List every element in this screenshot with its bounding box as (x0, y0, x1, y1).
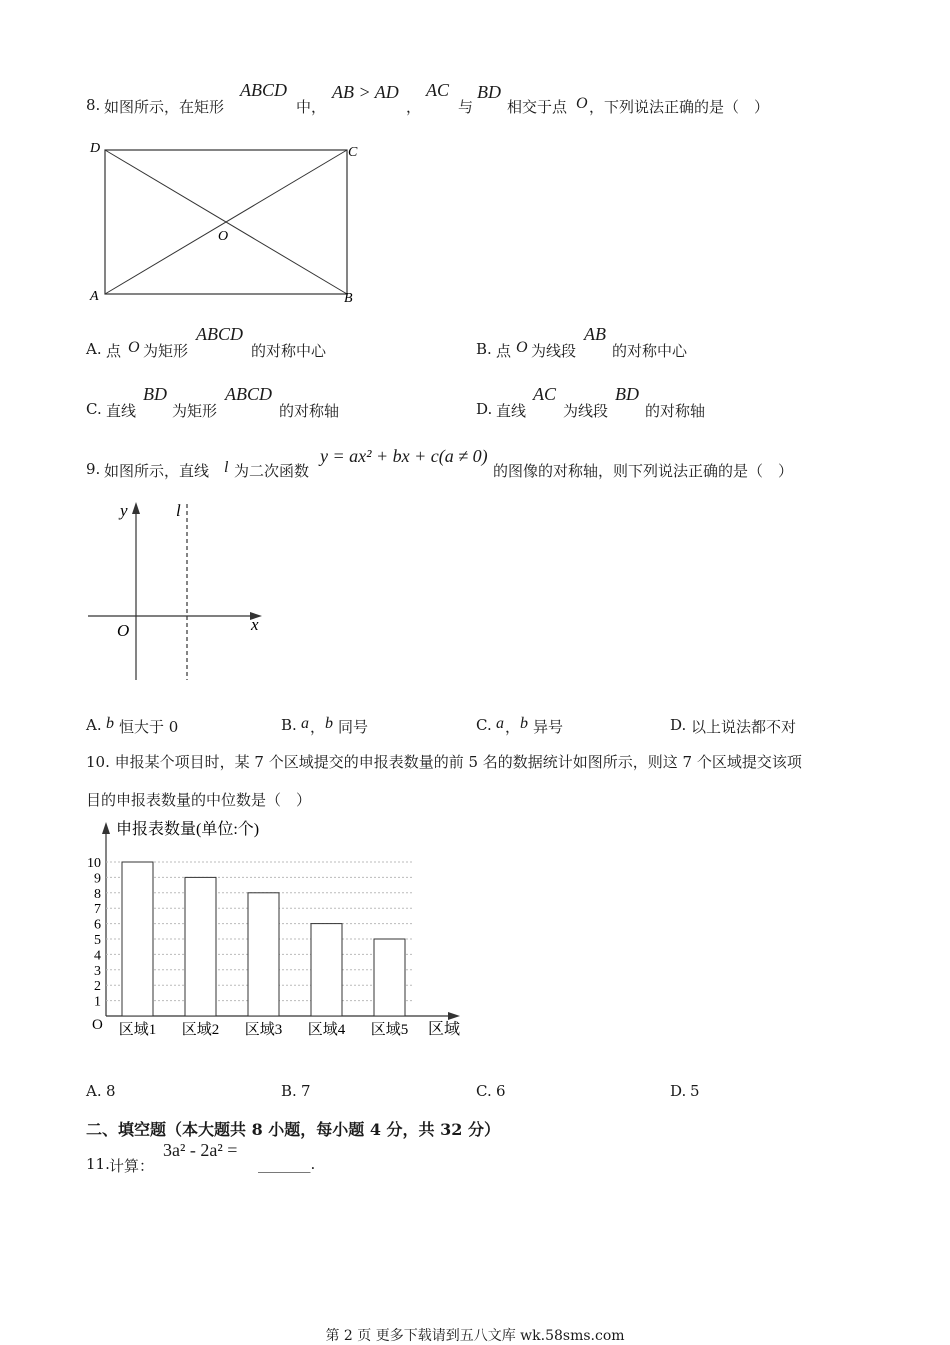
q9-opt-b-label: B. (281, 716, 297, 734)
q10-opt-d-text: 5 (690, 1082, 700, 1100)
q8-text-2: ， (406, 98, 422, 116)
q8-opt-c-p1: 直线 (106, 402, 137, 420)
chart-origin-label: O (92, 1017, 103, 1033)
q10-opt-d-label: D. (670, 1082, 687, 1100)
q9-opt-c-sep: ， (505, 718, 521, 736)
q8-opt-d-p3: 的对称轴 (645, 402, 706, 420)
label-l: l (176, 501, 181, 520)
q8-text-1: 中， (296, 98, 327, 116)
q8-opt-b-math: AB (584, 324, 606, 344)
q10-opt-a-label: A. (86, 1082, 102, 1100)
chart-y-tick-label: 2 (94, 979, 101, 995)
q8-opt-d-math1: AC (533, 384, 557, 404)
chart-y-tick-label: 8 (94, 886, 101, 902)
q9-number: 9. (86, 460, 101, 478)
q9-opt-b-a: a (301, 715, 309, 732)
q9-opt-a-b: b (106, 715, 114, 732)
q8-opt-b-p3: 的对称中心 (612, 342, 688, 360)
q9-text-pre: 如图所示，直线 (104, 462, 210, 480)
q9-opt-a-label: A. (86, 716, 102, 734)
q8-point-o: O (576, 95, 588, 112)
q8-text-4: 相交于点 (507, 98, 568, 116)
q8-opt-b-p2: 为线段 (531, 342, 577, 360)
q10-opt-b-label: B. (281, 1082, 297, 1100)
q8-opt-a-label: A. (86, 340, 102, 358)
chart-bar (122, 862, 153, 1016)
q8-opt-c-label: C. (86, 400, 102, 418)
q9-opt-d-text: 以上说法都不对 (691, 718, 797, 736)
q8-opt-a-p1: 点 (106, 342, 122, 360)
chart-bar (248, 893, 279, 1016)
q9-opt-c-text: 异号 (533, 718, 564, 736)
label-y: y (120, 501, 128, 520)
bar-chart (84, 814, 474, 1044)
q8-math-ab-ad: AB > AD (332, 82, 399, 102)
q9-text-2: 的图像的对称轴，则下列说法正确的是（ ） (493, 462, 794, 480)
chart-x-axis-arrow-icon (448, 1012, 460, 1020)
q8-math-abcd: ABCD (240, 80, 287, 100)
q8-opt-b-p1: 点 (496, 342, 512, 360)
q8-opt-a-p2: 为矩形 (143, 342, 189, 360)
label-o: O (218, 229, 229, 244)
chart-x-tick-label: 区域3 (244, 1022, 283, 1038)
q11-formula: 3a² - 2a² = (163, 1140, 238, 1160)
chart-y-tick-label: 10 (87, 856, 101, 871)
q10-opt-a-text: 8 (106, 1082, 116, 1100)
label-b: B (344, 291, 353, 306)
label-d: D (90, 141, 101, 156)
q8-opt-d-p2: 为线段 (563, 402, 609, 420)
rectangle-figure (86, 136, 366, 308)
q9-opt-c-a: a (496, 715, 504, 732)
q8-number: 8. (86, 96, 101, 114)
q9-opt-d-label: D. (670, 716, 687, 734)
q8-text-pre: 如图所示，在矩形 (104, 98, 225, 116)
q8-opt-d-label: D. (476, 400, 493, 418)
q8-opt-d-math2: BD (615, 384, 639, 404)
label-x: x (251, 615, 259, 634)
q8-opt-c-math2: ABCD (225, 384, 272, 404)
q11-text-pre: 计算： (109, 1157, 155, 1175)
q8-opt-b-label: B. (476, 340, 492, 358)
chart-y-axis-arrow-icon (102, 822, 110, 834)
label-a: A (90, 289, 99, 304)
q9-opt-b-b: b (325, 715, 333, 732)
chart-y-tick-label: 4 (94, 948, 101, 964)
chart-y-tick-label: 5 (94, 933, 101, 948)
chart-bar (374, 939, 405, 1016)
chart-x-tick-label: 区域5 (370, 1022, 409, 1038)
q8-opt-c-p2: 为矩形 (172, 402, 218, 420)
q8-math-ac: AC (426, 80, 450, 100)
q9-text-1: 为二次函数 (234, 462, 310, 480)
chart-x-axis-label: 区域 (428, 1021, 461, 1038)
q10-opt-c-text: 6 (496, 1082, 506, 1100)
q9-opt-c-label: C. (476, 716, 492, 734)
chart-bar (185, 877, 216, 1016)
chart-x-tick-label: 区域2 (181, 1022, 220, 1038)
label-origin: O (117, 621, 130, 640)
chart-title: 申报表数量(单位:个) (116, 821, 260, 838)
q10-line2: 目的申报表数量的中位数是（ ） (86, 791, 312, 809)
y-axis-arrow-icon (132, 502, 140, 514)
q11-number: 11. (86, 1155, 110, 1173)
q9-opt-b-sep: ， (310, 718, 326, 736)
section-2-heading: 二、填空题（本大题共 8 小题，每小题 4 分，共 32 分） (86, 1120, 500, 1139)
q9-opt-c-b: b (520, 715, 528, 732)
q8-opt-d-p1: 直线 (496, 402, 527, 420)
axis-figure (86, 496, 276, 686)
q10-line1: 10. 申报某个项目时，某 7 个区域提交的申报表数量的前 5 名的数据统计如图所示，则这 7 个区域提交该项 (86, 753, 802, 771)
chart-y-tick-label: 9 (94, 871, 101, 887)
q11-answer-blank[interactable]: _______. (258, 1155, 316, 1173)
q8-opt-a-o: O (128, 339, 140, 356)
q8-opt-a-math: ABCD (196, 324, 243, 344)
q8-opt-c-math1: BD (143, 384, 167, 404)
q8-math-bd: BD (477, 82, 501, 102)
q9-formula: y = ax² + bx + c(a ≠ 0) (320, 446, 488, 466)
q9-opt-a-text: 恒大于 0 (119, 718, 179, 736)
chart-y-tick-label: 1 (94, 994, 101, 1010)
q8-opt-c-p3: 的对称轴 (279, 402, 340, 420)
chart-y-tick-label: 6 (94, 917, 101, 933)
q8-opt-b-o: O (516, 339, 528, 356)
chart-x-tick-label: 区域4 (307, 1022, 346, 1038)
chart-bar (311, 924, 342, 1016)
q10-opt-c-label: C. (476, 1082, 492, 1100)
q10-opt-b-text: 7 (301, 1082, 311, 1100)
chart-y-tick-label: 7 (94, 902, 101, 918)
q8-opt-a-p3: 的对称中心 (251, 342, 327, 360)
chart-x-tick-label: 区域1 (118, 1022, 157, 1038)
chart-y-tick-label: 3 (94, 963, 101, 979)
q8-text-3: 与 (458, 98, 474, 116)
q8-text-5: ，下列说法正确的是（ ） (589, 98, 770, 116)
q9-line-l: l (224, 459, 229, 476)
label-c: C (348, 145, 358, 160)
q9-opt-b-text: 同号 (338, 718, 369, 736)
page-footer: 第 2 页 更多下载请到五八文库 wk.58sms.com (325, 1328, 625, 1344)
